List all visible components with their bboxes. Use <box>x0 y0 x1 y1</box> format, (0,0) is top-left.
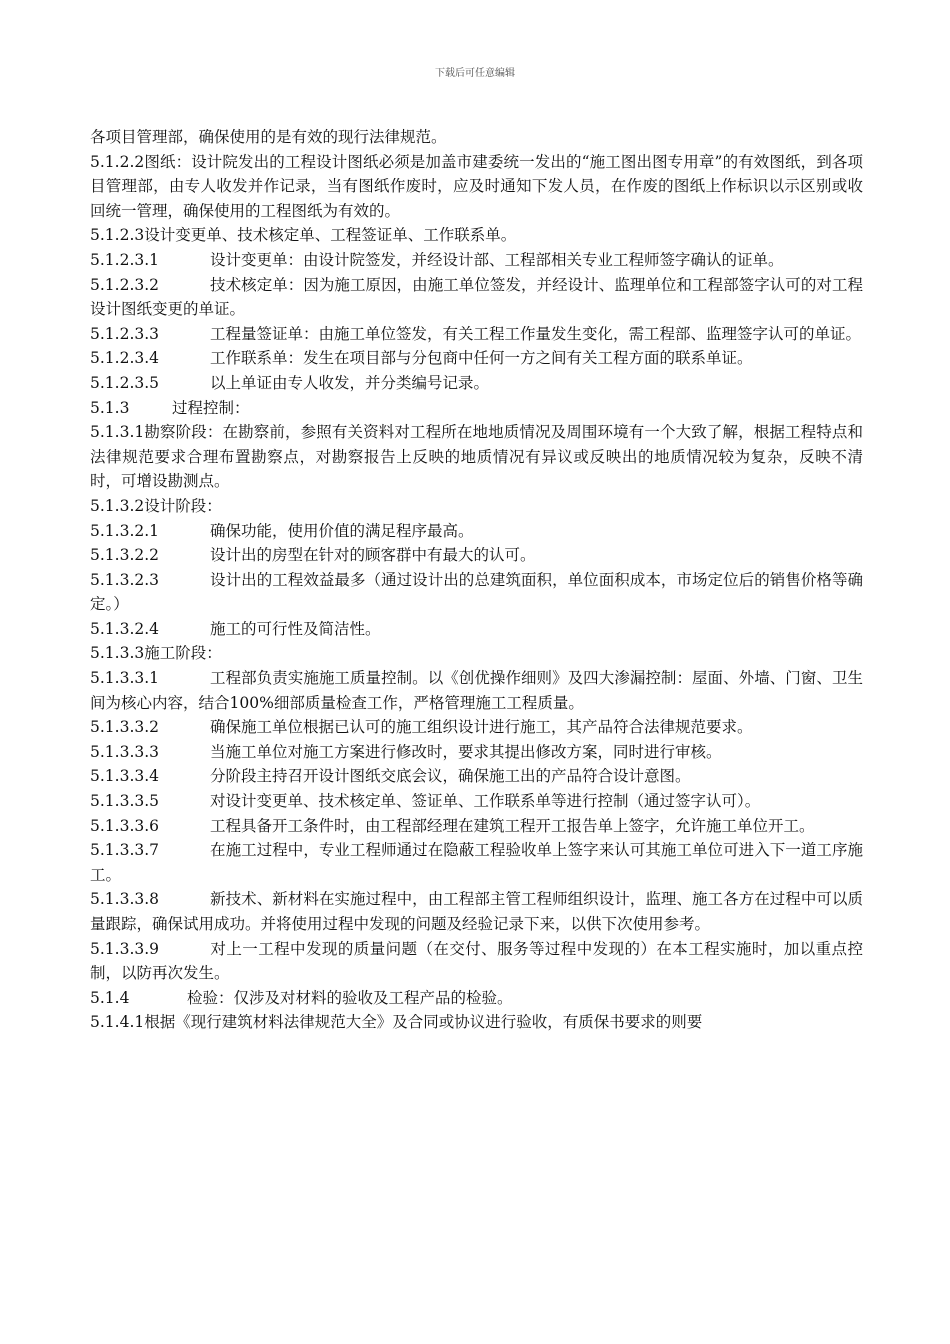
paragraph-text: 新技术、新材料在实施过程中，由工程部主管工程师组织设计，监理、施工各方在过程中可以质量跟踪，确保试用成功。并将使用过程中发现的问题及经验记录下来，以供下次使用参考。 <box>90 890 863 933</box>
paragraph-text: 技术核定单：因为施工原因，由施工单位签发，并经设计、监理单位和工程部签字认可的对工程设计图纸变更的单证。 <box>90 275 863 319</box>
section-number: 5.1.4 <box>90 988 130 1007</box>
paragraph-text: 图纸：设计院发出的工程设计图纸必须是加盖市建委统一发出的“施工图出图专用章”的有效图纸，到各项目管理部，由专人收发并作记录，当有图纸作废时，应及时通知下发人员，在作废的图纸上作标识以示区别或收回统一管理，确保使用的工程图纸为有效的。 <box>90 152 863 220</box>
paragraph <box>90 150 863 224</box>
paragraph <box>90 125 863 150</box>
paragraph-text: 工作联系单：发生在项目部与分包商中任何一方之间有关工程方面的联系单证。 <box>210 349 753 368</box>
section-number: 5.1.2.3.5 <box>90 373 160 392</box>
paragraph <box>90 420 863 494</box>
paragraph-text: 施工阶段： <box>144 644 222 663</box>
paragraph-text: 施工的可行性及简洁性。 <box>210 619 381 638</box>
paragraph-text: 确保施工单位根据已认可的施工组织设计进行施工，其产品符合法律规范要求。 <box>210 718 753 737</box>
paragraph <box>90 248 863 273</box>
section-number: 5.1.2.3.2 <box>90 275 160 294</box>
section-number: 5.1.3.3.9 <box>90 939 160 958</box>
paragraph <box>90 1010 863 1035</box>
section-number: 5.1.3.2 <box>90 496 145 515</box>
paragraph <box>90 223 863 248</box>
section-number: 5.1.2.3 <box>90 226 145 245</box>
paragraph <box>90 814 863 839</box>
paragraph-text: 对设计变更单、技术核定单、签证单、工作联系单等进行控制（通过签字认可）。 <box>210 792 761 811</box>
section-number: 5.1.3.3.4 <box>90 767 160 786</box>
document-body <box>90 125 863 1035</box>
paragraph-text: 勘察阶段：在勘察前，参照有关资料对工程所在地地质情况及周围环境有一个大致了解，根据工程特点和法律规范要求合理布置勘察点，对勘察报告上反映的地质情况有异议或反映出的地质情况较为复杂，反映不清时，可增设勘测点。 <box>90 423 863 491</box>
section-number: 5.1.3.3.6 <box>90 816 160 835</box>
paragraph <box>90 641 863 666</box>
section-number: 5.1.3.1 <box>90 423 145 442</box>
section-number: 5.1.3.3.5 <box>90 792 160 811</box>
paragraph-text: 工程部负责实施施工质量控制。以《创优操作细则》及四大渗漏控制：屋面、外墙、门窗、卫生间为核心内容，结合100%细部质量检查工作，严格管理施工工程质量。 <box>90 669 863 712</box>
paragraph <box>90 346 863 371</box>
paragraph-text: 当施工单位对施工方案进行修改时，要求其提出修改方案，同时进行审核。 <box>210 742 722 761</box>
paragraph <box>90 617 863 642</box>
paragraph-text: 设计变更单、技术核定单、工程签证单、工作联系单。 <box>144 226 517 245</box>
paragraph-text: 以上单证由专人收发，并分类编号记录。 <box>210 373 490 392</box>
section-number: 5.1.3.3.3 <box>90 742 160 761</box>
paragraph <box>90 789 863 814</box>
section-number: 5.1.3.3.7 <box>90 841 160 860</box>
paragraph <box>90 715 863 740</box>
paragraph-text: 过程控制： <box>172 398 250 417</box>
paragraph <box>90 937 863 986</box>
paragraph-text: 设计变更单：由设计院签发，并经设计部、工程部相关专业工程师签字确认的证单。 <box>210 250 784 269</box>
paragraph <box>90 322 863 347</box>
section-number: 5.1.3 <box>90 398 130 417</box>
paragraph <box>90 273 863 322</box>
section-number: 5.1.3.2.3 <box>90 570 160 589</box>
page-header: 下载后可任意编辑 <box>435 68 515 79</box>
paragraph <box>90 887 863 936</box>
paragraph-text: 各项目管理部，确保使用的是有效的现行法律规范。 <box>90 128 447 146</box>
paragraph <box>90 371 863 396</box>
paragraph <box>90 740 863 765</box>
section-number: 5.1.2.3.3 <box>90 324 160 343</box>
paragraph-text: 设计出的工程效益最多（通过设计出的总建筑面积，单位面积成本，市场定位后的销售价格等确定。） <box>90 570 863 614</box>
paragraph-text: 分阶段主持召开设计图纸交底会议，确保施工出的产品符合设计意图。 <box>210 767 691 786</box>
paragraph-text: 设计阶段： <box>144 496 222 515</box>
section-number: 5.1.3.2.4 <box>90 619 160 638</box>
paragraph-text: 根据《现行建筑材料法律规范大全》及合同或协议进行验收，有质保书要求的则要 <box>144 1013 703 1032</box>
paragraph <box>90 543 863 568</box>
section-number: 5.1.3.2.1 <box>90 521 160 540</box>
paragraph-text: 设计出的房型在针对的顾客群中有最大的认可。 <box>210 546 536 565</box>
section-number: 5.1.3.3.1 <box>90 669 160 688</box>
section-number: 5.1.4.1 <box>90 1013 145 1032</box>
paragraph <box>90 568 863 617</box>
paragraph <box>90 764 863 789</box>
section-number: 5.1.3.2.2 <box>90 546 160 565</box>
paragraph <box>90 986 863 1011</box>
paragraph-text: 在施工过程中，专业工程师通过在隐蔽工程验收单上签字来认可其施工单位可进入下一道工序施工。 <box>90 841 863 884</box>
paragraph <box>90 666 863 715</box>
paragraph <box>90 494 863 519</box>
paragraph-text: 工程具备开工条件时，由工程部经理在建筑工程开工报告单上签字，允许施工单位开工。 <box>210 816 815 835</box>
paragraph <box>90 519 863 544</box>
paragraph <box>90 396 863 421</box>
paragraph <box>90 838 863 887</box>
section-number: 5.1.3.3.2 <box>90 718 160 737</box>
section-number: 5.1.2.3.1 <box>90 250 160 269</box>
paragraph-text: 检验：仅涉及对材料的验收及工程产品的检验。 <box>187 988 513 1007</box>
paragraph-text: 工程量签证单：由施工单位签发，有关工程工作量发生变化，需工程部、监理签字认可的单证。 <box>210 324 862 343</box>
section-number: 5.1.3.3 <box>90 644 145 663</box>
paragraph-text: 对上一工程中发现的质量问题（在交付、服务等过程中发现的）在本工程实施时，加以重点控制，以防再次发生。 <box>90 939 863 983</box>
section-number: 5.1.3.3.8 <box>90 890 160 909</box>
paragraph-text: 确保功能，使用价值的满足程序最高。 <box>210 521 474 540</box>
section-number: 5.1.2.2 <box>90 152 145 171</box>
section-number: 5.1.2.3.4 <box>90 349 160 368</box>
